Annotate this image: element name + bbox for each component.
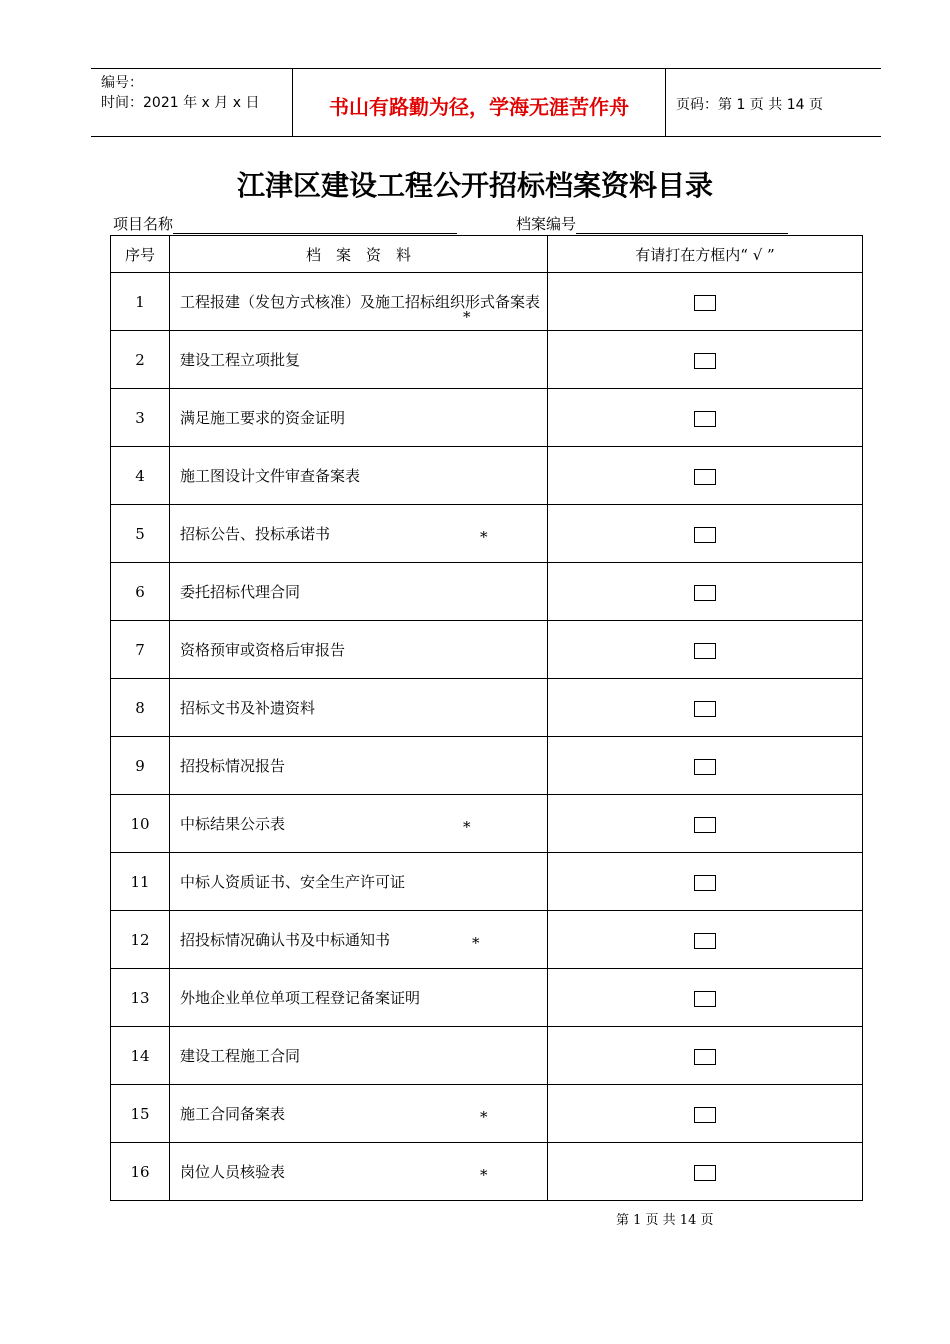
table-row: [111, 563, 863, 621]
table-row: [111, 447, 863, 505]
catalog-table: [110, 235, 863, 1201]
archive-number-label: 档案编号: [516, 215, 577, 233]
document-item-label: 建设工程施工合同: [180, 1046, 301, 1065]
document-item-label: 招标文书及补遗资料: [180, 698, 316, 717]
check-box[interactable]: [694, 527, 716, 543]
checkbox-cell: [548, 621, 863, 679]
check-box[interactable]: [694, 817, 716, 833]
required-mark: *: [480, 1107, 488, 1126]
project-name-label: 项目名称: [113, 215, 174, 233]
document-item-label: 满足施工要求的资金证明: [180, 408, 346, 427]
table-row: [111, 389, 863, 447]
header-motto-cell: [293, 69, 666, 136]
document-item: [170, 679, 548, 737]
document-item-label: 中标结果公示表: [180, 814, 286, 833]
checkbox-cell: [548, 969, 863, 1027]
row-number: 2: [111, 331, 170, 389]
page-code: 页码：第 1 页 共 14 页: [676, 97, 823, 113]
document-item: [170, 853, 548, 911]
document-item: [170, 389, 548, 447]
table-row: [111, 969, 863, 1027]
table-row: [111, 737, 863, 795]
archive-number-blank[interactable]: [576, 216, 788, 234]
document-title: 江津区建设工程公开招标档案资料目录: [236, 169, 713, 202]
table-row: [111, 331, 863, 389]
checkbox-cell: [548, 795, 863, 853]
table-row: [111, 853, 863, 911]
document-item-label: 招标公告、投标承诺书: [180, 524, 331, 543]
page-header: [91, 68, 881, 137]
table-row: [111, 273, 863, 331]
check-box[interactable]: [694, 353, 716, 369]
checkbox-cell: [548, 737, 863, 795]
row-number: 5: [111, 505, 170, 563]
check-box[interactable]: [694, 1165, 716, 1181]
header-checkbox: 有请打在方框内“ √ ”: [548, 236, 863, 273]
check-box[interactable]: [694, 1107, 716, 1123]
table-row: [111, 795, 863, 853]
document-item-label: 中标人资质证书、安全生产许可证: [180, 872, 406, 891]
page-footer: 第 1 页 共 14 页: [616, 1213, 714, 1228]
check-box[interactable]: [694, 875, 716, 891]
checkbox-cell: [548, 1085, 863, 1143]
checkbox-cell: [548, 389, 863, 447]
document-item: [170, 1027, 548, 1085]
document-item: [170, 795, 548, 853]
checkbox-cell: [548, 447, 863, 505]
check-box[interactable]: [694, 411, 716, 427]
document-item: [170, 621, 548, 679]
document-number-label: 编号：: [101, 75, 143, 91]
row-number: 6: [111, 563, 170, 621]
row-number: 10: [111, 795, 170, 853]
row-number: 13: [111, 969, 170, 1027]
project-name-blank[interactable]: [173, 216, 457, 234]
check-box[interactable]: [694, 295, 716, 311]
document-item: [170, 1085, 548, 1143]
row-number: 9: [111, 737, 170, 795]
required-mark: *: [480, 527, 488, 546]
document-item: [170, 1143, 548, 1201]
required-mark: *: [463, 307, 471, 326]
header-meta: [91, 69, 293, 136]
project-name-field: [113, 213, 457, 234]
checkbox-cell: [548, 273, 863, 331]
check-box[interactable]: [694, 585, 716, 601]
row-number: 15: [111, 1085, 170, 1143]
table-header-row: [111, 236, 863, 273]
check-box[interactable]: [694, 759, 716, 775]
check-box[interactable]: [694, 469, 716, 485]
document-item-label: 招投标情况报告: [180, 756, 286, 775]
header-page-cell: [666, 69, 881, 136]
motto: 书山有路勤为径，学海无涯苦作舟: [329, 95, 629, 119]
check-box[interactable]: [694, 1049, 716, 1065]
document-item-label: 建设工程立项批复: [180, 350, 301, 369]
table-row: [111, 679, 863, 737]
table-row: [111, 1085, 863, 1143]
table-row: [111, 1027, 863, 1085]
checkbox-cell: [548, 911, 863, 969]
document-item: [170, 563, 548, 621]
checkbox-cell: [548, 679, 863, 737]
check-box[interactable]: [694, 991, 716, 1007]
checkbox-cell: [548, 331, 863, 389]
header-document: 档 案 资 料: [170, 236, 548, 273]
row-number: 11: [111, 853, 170, 911]
header-no: 序号: [111, 236, 170, 273]
row-number: 12: [111, 911, 170, 969]
row-number: 1: [111, 273, 170, 331]
row-number: 14: [111, 1027, 170, 1085]
table-row: [111, 505, 863, 563]
document-item-label: 委托招标代理合同: [180, 582, 301, 601]
check-box[interactable]: [694, 933, 716, 949]
document-item-label: 岗位人员核验表: [180, 1162, 286, 1181]
document-item: [170, 505, 548, 563]
archive-number-field: [516, 213, 788, 234]
table-row: [111, 1143, 863, 1201]
document-item-label: 工程报建（发包方式核准）及施工招标组织形式备案表: [180, 292, 541, 311]
table-row: [111, 911, 863, 969]
document-item-label: 外地企业单位单项工程登记备案证明: [180, 988, 421, 1007]
check-box[interactable]: [694, 643, 716, 659]
row-number: 16: [111, 1143, 170, 1201]
row-number: 7: [111, 621, 170, 679]
checkbox-cell: [548, 1027, 863, 1085]
document-item: [170, 273, 548, 331]
document-item: [170, 911, 548, 969]
row-number: 8: [111, 679, 170, 737]
document-item: [170, 447, 548, 505]
required-mark: *: [463, 817, 471, 836]
document-time: 时间：2021 年 x 月 x 日: [101, 95, 260, 111]
check-box[interactable]: [694, 701, 716, 717]
document-item-label: 施工图设计文件审查备案表: [180, 466, 361, 485]
document-item: [170, 331, 548, 389]
checkbox-cell: [548, 1143, 863, 1201]
table-row: [111, 621, 863, 679]
document-item: [170, 737, 548, 795]
checkbox-cell: [548, 853, 863, 911]
document-item-label: 施工合同备案表: [180, 1104, 286, 1123]
row-number: 4: [111, 447, 170, 505]
row-number: 3: [111, 389, 170, 447]
required-mark: *: [472, 933, 480, 952]
document-item: [170, 969, 548, 1027]
checkbox-cell: [548, 563, 863, 621]
checkbox-cell: [548, 505, 863, 563]
required-mark: *: [480, 1165, 488, 1184]
document-item-label: 招投标情况确认书及中标通知书: [180, 930, 391, 949]
document-item-label: 资格预审或资格后审报告: [180, 640, 346, 659]
